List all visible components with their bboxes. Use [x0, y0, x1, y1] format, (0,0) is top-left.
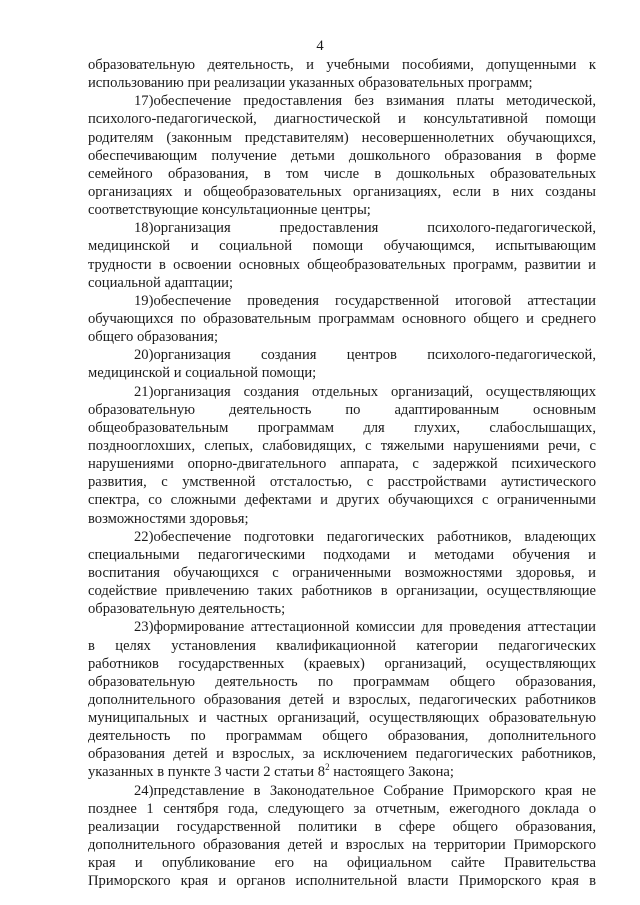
superscript: 2: [325, 763, 330, 773]
text-line-content: Приморского края и органов исполнительной власти Приморского края в: [88, 873, 596, 890]
text-line-content: 23)формирование аттестационной комиссии для проведения аттестации: [134, 619, 596, 636]
page-number: 4: [316, 38, 324, 54]
text-line: [88, 237, 596, 255]
text-line: [88, 510, 596, 528]
text-line-content: в целях установления квалификационной категории педагогических: [88, 637, 596, 654]
text-line: [88, 364, 596, 382]
text-line: [88, 618, 596, 636]
text-line-content: дополнительного образования детей и взрослых, педагогических работников: [88, 691, 596, 708]
text-line-content: образовательную деятельность по программам общего образования,: [88, 673, 596, 690]
text-line-content: работников государственных (краевых) организаций, осуществляющих: [88, 655, 596, 672]
text-line: [88, 655, 596, 673]
text-line-tail: настоящего Закона;: [329, 764, 454, 781]
text-line: [88, 292, 596, 310]
text-line-content: соответствующие консультационные центры;: [88, 202, 371, 219]
text-line: [88, 219, 596, 237]
text-line: [88, 455, 596, 473]
text-line-content: развития, с умственной отсталостью, с расстройствами аутистического: [88, 474, 596, 491]
text-line: [88, 129, 596, 147]
text-line: [88, 147, 596, 165]
text-line-content: дополнительного образования детей и взрослых на территории Приморского: [88, 837, 596, 854]
text-line: [88, 183, 596, 201]
text-line: [88, 419, 596, 437]
text-line: [88, 346, 596, 364]
text-line-content: 19)обеспечение проведения государственной итоговой аттестации: [134, 292, 596, 309]
text-line-content: образования детей и взрослых, за исключением педагогических работников,: [88, 746, 596, 763]
text-line: [88, 872, 596, 890]
text-line: [88, 201, 596, 219]
text-line-content: организациях и общеобразовательных организациях, если в них созданы: [88, 183, 596, 200]
text-line-content: образовательную деятельность по адаптированным основным: [88, 401, 596, 418]
text-line-content: психолого-педагогической, диагностической и консультативной помощи: [88, 111, 596, 128]
text-line-content: медицинской и социальной помощи обучающимся, испытывающим: [88, 238, 596, 255]
text-line: [88, 92, 596, 110]
text-line: [88, 836, 596, 854]
text-line-content: спектра, со сложными дефектами и других обучающихся с ограниченными: [88, 492, 596, 509]
text-line: [88, 56, 596, 74]
text-line-content: общего образования;: [88, 329, 219, 346]
text-line: [88, 745, 596, 763]
text-line-content: родителям (законным представителям) несовершеннолетних обучающихся,: [88, 129, 596, 146]
text-line-content: 18)организация предоставления психолого-педагогической,: [134, 220, 596, 237]
text-line-content: обеспечивающим получение детьми дошкольного образования в форме: [88, 147, 596, 164]
text-line: [88, 74, 596, 92]
text-line-content: социальной адаптации;: [88, 274, 234, 291]
text-line: [88, 600, 596, 618]
text-line-content: возможностями здоровья;: [88, 510, 249, 527]
text-line-content: деятельность по программам общего образования, дополнительного: [88, 728, 596, 745]
text-line-content: реализации государственной политики в сфере общего образования,: [88, 818, 596, 835]
text-line-content: общеобразовательным программам для глухих, слабослышащих,: [88, 419, 596, 436]
text-line: [88, 473, 596, 491]
text-line-content: воспитания обучающихся с ограниченными возможностями здоровья, и: [88, 564, 596, 581]
text-line: [88, 763, 596, 781]
text-line: [88, 782, 596, 800]
text-line: [88, 854, 596, 872]
text-line: [88, 546, 596, 564]
text-line: [88, 818, 596, 836]
text-line-content: 22)обеспечение подготовки педагогических работников, владеющих: [134, 528, 596, 545]
text-line: [88, 328, 596, 346]
text-line-content: 17)обеспечение предоставления без взимания платы методической,: [134, 93, 596, 110]
text-line: [88, 637, 596, 655]
text-line: [88, 256, 596, 274]
text-line: [88, 491, 596, 509]
text-line-content: края и опубликование его на официальном сайте Правительства: [88, 855, 596, 872]
text-line-content: специальными педагогическими подходами и методами обучения и: [88, 546, 596, 563]
text-line: [88, 383, 596, 401]
text-line: [88, 727, 596, 745]
text-line-content: использованию при реализации указанных образовательных программ;: [88, 75, 533, 92]
text-line-content: позднее 1 сентября года, следующего за отчетным, ежегодного доклада о: [88, 800, 596, 817]
text-line: [88, 165, 596, 183]
text-line-content: муниципальных и частных организаций, осуществляющих образовательную: [88, 710, 596, 727]
text-line: [88, 709, 596, 727]
text-line-content: образовательную деятельность, и учебными пособиями, допущенными к: [88, 57, 596, 73]
text-line-content: позднооглохших, слепых, слабовидящих, с тяжелыми нарушениями речи, с: [88, 437, 596, 454]
text-line-content: 20)организация создания центров психолого-педагогической,: [134, 347, 596, 364]
text-line: [88, 274, 596, 292]
text-line-content: указанных в пункте 3 части 2 статьи 8: [88, 764, 326, 781]
text-line: [88, 401, 596, 419]
text-line-content: образовательную деятельность;: [88, 601, 286, 618]
text-line: [88, 310, 596, 328]
text-line: [88, 110, 596, 128]
text-line-content: нарушениями опорно-двигательного аппарата, с задержкой психического: [88, 456, 596, 473]
text-line-content: содействие привлечению таких работников в организации, осуществляющие: [88, 583, 596, 600]
text-line: [88, 691, 596, 709]
text-line: [88, 528, 596, 546]
body-text: [88, 56, 596, 890]
text-line: [88, 582, 596, 600]
text-line: [88, 673, 596, 691]
text-line-content: 21)организация создания отдельных организаций, осуществляющих: [134, 383, 596, 400]
text-line-content: медицинской и социальной помощи;: [88, 365, 317, 382]
text-line: [88, 800, 596, 818]
text-line-content: семейного образования, в том числе в дошкольных образовательных: [88, 165, 596, 182]
text-line-content: обучающихся по образовательным программам основного общего и среднего: [88, 310, 596, 327]
text-line: [88, 437, 596, 455]
text-line-content: 24)представление в Законодательное Собрание Приморского края не: [134, 782, 596, 799]
text-line: [88, 564, 596, 582]
text-line-content: трудности в освоении основных общеобразовательных программ, развитии и: [88, 256, 596, 273]
